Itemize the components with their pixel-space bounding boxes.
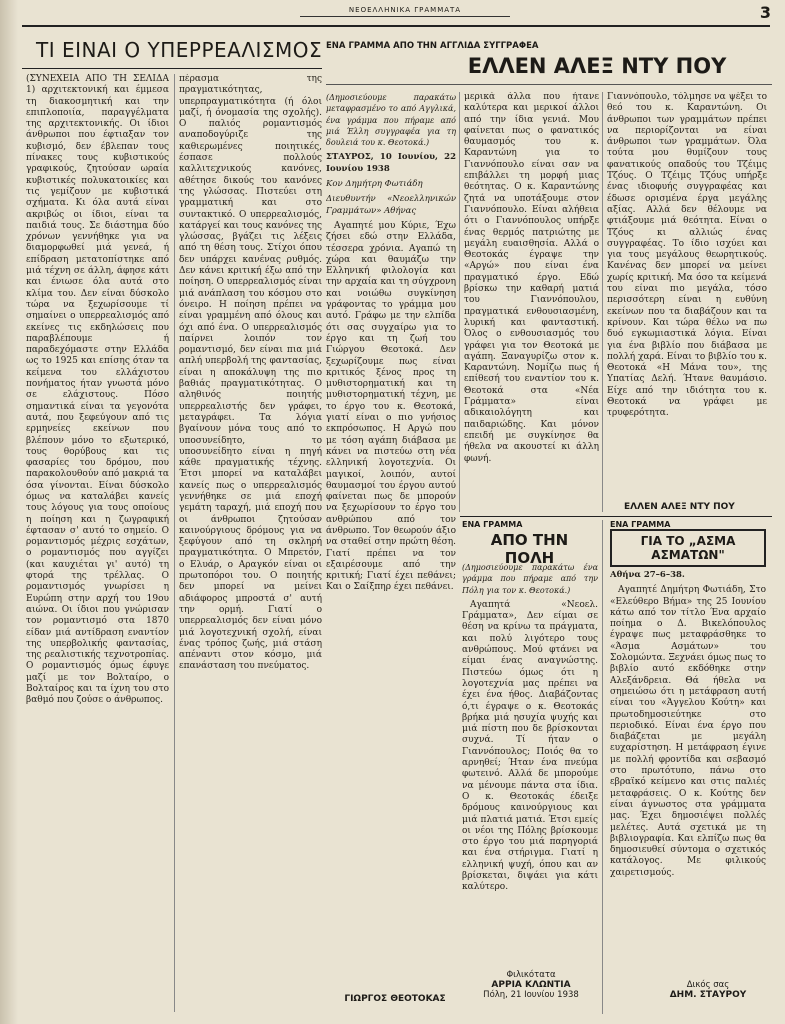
- title-underline: [22, 68, 322, 69]
- poli-signature-name: ΑΡΡΙΑ ΚΛΩΝΤΙΑ: [491, 980, 571, 990]
- ellen-address: Διευθυντήν «Νεοελληνικών Γραμμάτων» Αθήνας: [326, 194, 456, 216]
- asma-signature-name: ΔΗΜ. ΣΤΑΥΡΟΥ: [669, 990, 747, 1000]
- poli-signature-label: Φιλικότατα: [506, 970, 556, 980]
- asma-dateline: Αθήνα 27–6–38.: [610, 570, 685, 580]
- top-rule: [22, 25, 770, 27]
- ellen-title-rule: [326, 84, 772, 85]
- ellen-salutation: Κον Δημήτρη Φωτιάδη: [326, 179, 423, 190]
- poli-title: ΑΠΟ ΤΗΝ ΠΟΛΗ: [490, 531, 569, 567]
- page-edge-shadow: [0, 0, 18, 1024]
- surrealism-column-1: (ΣΥΝΕΧΕΙΑ ΑΠΟ ΤΗ ΣΕΛΙΔΑ 1) αρχιτεκτονική και έμμεσα τη διακοσμητική και την επιπλοποιία, παραγγέλματα της αρχιτεκτονικής. Οι ίδιοι άνθρωποι που έφτιαξαν τον κυβισμό, δεν έβλεπαν τους πίνακες τους κυβιστικούς γραφικούς, ζητούσαν ωραία κυβιστικές πολυκατοικίες και τις γεμίζουν με κυβιστικά σχήματα. Κι όλα αυτά είναι ακριβώς οι ίδιοι, είναι τα παιδιά τους. Σε διάστημα δύο χρόνων γεννήθηκε για να διαμορφωθεί μιά γενεά, ή επίδραση μετατοπίστηκε από μιά τέχνη σε άλλη, άφησε κάτι και ένιωσε όλα αυτά στο κλίμα του. Δεν είναι δύσκολο τώρα να ξεχωρίσουμε τί σημαίνει ο υπερρεαλισμός από εκείνες τις εκδηλώσεις που παραβλέπουμε ή παραδεχόμαστε στην Ελλάδα ως το 1925 και επίσης όταν τα κείμενα του ελλάχιστου πονήματος ήταν γνωστά μόνο σε ελάχιστους. Πόσο σημαντικά είναι τα γεγονότα αυτά, που ξεφεύγουν από τις ερμηνείες εκείνων που βλέπουν μόνο το εξωτερικό, τους θορύβους και τις φασαρίες του δρόμου, που παρακολουθούν από μακριά τα όσα γίνονται. Είναι δύσκολο όμως να καταλάβει κανείς τους λόγους για τους οποίους η ποίηση και η ζωγραφική έφτασαν σ' αυτό το σημείο. Ο ρομαντισμός μέχρις εσχάτων, ο ρομαντισμός που αγγίζει (και καυχιέται γι' αυτό) τη φτορά της τρέλλας. Ο ρομαντισμός γνωρίσει η Ευρώπη στην αρχή του 19ου αιώνα. Οι ίδιοι που γνώρισαν τον ρομαντισμό στα 1870 είδαν μιά αντίδραση εναντίον της υπερβολικής φαντασίας, της ρεαλιστικής τεχνοτροπίας. Ο ρομαντισμός όμως έφυγε μαζί με τον Βολταίρο, ο Βολταίρος και τα ίχνη του στο βαθμό που ζούσε ο άνθρωπος.: [26, 74, 169, 706]
- ellen-column-3: Γιαννόπουλο, τόλμησε να ψέξει το θεό του κ. Καραντώνη. Οι άνθρωποι των γραμμάτων πρέπει να περιορίζονται να είναι άνθρωποι των γραμμάτων. Όλα τούτα μου θυμίζουν τους φανατικούς οπαδούς του Τζέιμς Τζόυς. Ο Τζέιμς Τζόυς υπήρξε ένας ιδιοφυής συγγραφέας και έδωσε ορισμένα έργα μεγάλης αξίας. Αλλά δεν θέλουμε να φτιάξουμε μιά θεότητα. Είναι ο Τζόυς κι αλλιώς ένας συγγραφέας. Το ίδιο ισχύει και για τους μεγάλους θεωρητικούς. Κανένας δεν μπορεί να μείνει χωρίς κριτική. Μα όσο τα κείμενά του είναι πιο μεγάλα, τόσο περισσότερη είναι η ευθύνη εκείνων που τα διαβάζουν και τα κρίνουν. Και τώρα θέλω να πω δυό εγκωμιαστικά λόγια. Είναι για ένα βιβλίο που διάβασα με πολλή χαρά. Είναι το βιβλίο του κ. Θεοτοκά «Η Μάνα του», της Υπατίας Δελή. Ήτανε θαυμάσιο. Είχε από την ιδιότητα του κ. Θεοτοκά να γράφει με τρυφερότητα.: [607, 92, 767, 419]
- ellen-signature: ΕΛΛΕΝ ΑΛΕΞ ΝΤΥ ΠΟΥ: [624, 502, 735, 512]
- ellen-column-2: μερικά άλλα που ήτανε καλύτερα και μερικοί άλλοι από την ίδια γενιά. Μου φαίνεται πως ο φανατικός θαυμασμός του κ. Καραντώνη για το Γιαννόπουλο είναι σαν να επιβάλλει τη μορφή μιας θεότητας. Ο κ. Καραντώνης ζητά να υποτάξουμε στον Γιαννόπουλο. Είναι αλήθεια ότι ο Γιαννόπουλος υπήρξε ένας θερμός πατριώτης με μεγάλη ευαισθησία. Αλλά ο Θεοτοκάς έγραψε την «Αργώ» που είναι ένα πραγματικό έργο. Εδώ βρίσκω την καθαρή ματιά του Γιαννόπουλου, πραγματικά ενθουσιασμένη, λυρική και φανταστική. Όλος ο ενθουσιασμός του γράφει για τον Θεοτοκά με αγάπη. Ξαναγυρίζω στον κ. Καραντώνη. Νομίζω πως ή επίθεσή του εναντίον του κ. Θεοτοκά στα «Νέα Γράμματα» είναι αδικαιολόγητη και παιδαριώδης. Και μόνον επειδή με συγκίνησε θα ήθελα να ακουστεί κι άλλη φωνή.: [464, 92, 599, 464]
- asma-column: [610, 566, 766, 974]
- asma-signature-label: Δικός σας: [686, 980, 730, 990]
- column-divider: [174, 74, 175, 1012]
- article-title-surrealism: ΤΙ ΕΙΝΑΙ Ο ΥΠΕΡΡΕΑΛΙΣΜΟΣ: [36, 38, 323, 62]
- poli-kicker: ΕΝΑ ΓΡΑΜΜΑ: [462, 520, 523, 529]
- poli-column: [462, 562, 598, 966]
- surrealism-column-2: πέρασμα της πραγματικότητας, υπερπραγματικότητα (ή όλοι μαζί, ή όνομασία της σχολής). Ο παλιός ρομαντισμός αναποδογύριζε της καθιερωμένες ποιητικές, έσπασε πολλούς καλλιτεχνικούς κανόνες, αθέτησε δικούς του κανόνες της γλώσσας. Πιστεύει στη γραμματική και στο συντακτικό. Ο υπερρεαλισμός, κατάργεί και τους κανόνες της γλώσσας, βγάζει τις λέξεις από τη θέση τους. Στίχοι όπου δεν υπάρχει κανένας ρυθμός. Δεν κάνει κριτική έξω από την ποίηση. Ο υπερρεαλισμός είναι μιά ανάπλαση του κόσμου στο όνειρο. Η ποίηση πρέπει να είναι γραμμένη από όλους και όχι από ένα. Ο υπερρεαλισμός παίρνει λοιπόν τον ρομαντισμό, δεν είναι πια μιά απλή υπερβολή της φαντασίας, είναι η αποκάλυψη της πιο βαθιάς πραγματικότητας. Ο αληθινός ποιητής υπερρεαλιστής δεν γράφει, μεταγράφει. Τα λόγια βγαίνουν μόνα τους από το υποσυνείδητο, το υποσυνείδητο είναι η πηγή κάθε πραγματικής τέχνης. Έτσι μπορεί να καταλάβει κανείς πως ο υπερρεαλισμός γεννήθηκε σε μιά εποχή γεμάτη ταραχή, μιά εποχή που οι άνθρωποι ζητούσαν καινούργιους δρόμους για να ξεφύγουν από τη σκληρή πραγματικότητα. Ο Μπρετόν, ο Ελυάρ, ο Αραγκόν είναι οι πρωτοπόροι του. Ο ποιητής δεν μπορεί να μείνει αδιάφορος μπροστά σ' αυτή την ορμή. Γιατί ο υπερρεαλισμός δεν είναι μόνο μιά λογοτεχνική σχολή, είναι ένας τρόπος ζωής, μιά στάση απέναντι στον κόσμο, μιά επανάσταση του πνεύματος.: [179, 74, 322, 672]
- asma-title: ΓΙΑ ΤΟ „ΑΣΜΑ ΑΣΜΑΤΩΝ": [610, 529, 766, 567]
- asma-kicker: ΕΝΑ ΓΡΑΜΜΑ: [610, 520, 671, 529]
- column-divider: [602, 520, 603, 1014]
- page-number: 3: [759, 3, 771, 22]
- asma-heading: [610, 520, 766, 567]
- column-divider: [602, 92, 603, 512]
- poli-signature-place: Πόλη, 21 Ιουνίου 1938: [483, 990, 579, 1000]
- poli-signature-block: [470, 970, 592, 1000]
- ellen-title: ΕΛΛΕΝ ΑΛΕΞ ΝΤΥ ΠΟΥ: [467, 54, 727, 78]
- mid-rule: [460, 516, 772, 517]
- column-divider: [459, 92, 460, 512]
- poli-body: Αγαπητά «Νεοελ. Γράμματα», Δεν είμαι σε θέση να κρίνω τα πράγματα, και πολύ λιγότερο τους ανθρώπους. Μού φτάνει να είμαι ένας αναγνώστης. Πιστεύω όμως ότι η λογοτεχνία μας πρέπει να έχει ένα ήθος. Διαβάζοντας ό,τι έγραψε ο κ. Θεοτοκάς βρήκα μιά ησυχία ψυχής και μιά πίστη που δε βρίσκονται συχνά. Τί ήταν ο Γιαννόπουλος; Ποιός θα το αρνηθεί; Ήταν ένα πνεύμα φωτεινό. Αλλά δε μπορούμε να μένουμε πάντα στα ίδια. Ο κ. Θεοτοκάς έδειξε δρόμους καινούργιους και μιά πλατιά ματιά. Έτσι εμείς οι νέοι της Πόλης βρίσκουμε στο έργο του μιά παρηγοριά και ένα στήριγμα. Γιατί η ελληνική ψυχή, όπου και αν βρίσκεται, διψάει για κάτι καλύτερο.: [462, 599, 598, 893]
- masthead: ΝΕΟΕΛΛΗΝΙΚΑ ΓΡΑΜΜΑΤΑ: [300, 6, 510, 17]
- ellen-dateline: ΣΤΑΥΡΟΣ, 10 Ιουνίου, 22 Ιουνίου 1938: [326, 152, 456, 174]
- ellen-kicker: ΕΝΑ ΓΡΑΜΜΑ ΑΠΟ ΤΗΝ ΑΓΓΛΙΔΑ ΣΥΓΓΡΑΦΕΑ: [326, 41, 539, 51]
- asma-body: Αγαπητέ Δημήτρη Φωτιάδη, Στο «Ελεύθερο Βήμα» της 25 Ιουνίου κάτω από τον τίτλο Ένα αρχαίο ποίημα ο Δ. Βικελόπουλος έγραψε πως μεταφράσθηκε το «Άσμα Ασμάτων» του Σολομώντα. Ξεχνάει όμως πως το βιβλίο αυτό εκδόθηκε στην Αλεξάνδρεια. Θά ήθελα να σημειώσω ότι η μετάφραση αυτή είναι του «Άγγελου Κούτη» και πρωτοδημοσιεύτηκε στο περιοδικό. Είναι ένα έργο που διαβάζεται με μεγάλη ευχαρίστηση. Η μετάφραση έγινε με πολλή φροντίδα και σεβασμό στο πρωτότυπο, πάνω στο εβραϊκό κείμενο και στις παλιές μεταφράσεις. Ο κ. Κούτης δεν είναι άγνωστος στα γράμματα μας. Έχει δημοσιέψει πολλές μελέτες. Αυτά σχετικά με τη βιβλιογραφία. Και ελπίζω πως θα δημοσιευθεί σύντομα ο σχετικός κατάλογος. Με φιλικούς χαιρετισμούς.: [610, 585, 766, 878]
- poli-intro-note: (Δημοσιεύουμε παρακάτω ένα γράμμα που πήραμε από την Πόλη για τον κ. Θεοτοκά.): [462, 563, 598, 595]
- ellen-intro-note: (Δημοσιεύουμε παρακάτω μεταφρασμένο το από Αγγλικά, ένα γράμμα που πήραμε από μιά Έλλη συγγραφέα για τη δουλειά του κ. Θεοτοκά.): [326, 93, 456, 148]
- asma-signature-block: [650, 980, 766, 1000]
- ellen-column-1: [326, 92, 456, 982]
- author-signature: ΓΙΩΡΓΟΣ ΘΕΟΤΟΚΑΣ: [344, 994, 446, 1004]
- ellen-body-1: Αγαπητέ μου Κύριε, Έχω ζήσει εδώ στην Ελλάδα, τέσσερα χρόνια. Αγαπώ τη χώρα και θαυμάζω την Ελληνική φιλολογία και την αρχαία και τη σύγχρονη και νοιώθω συγκίνηση γράφοντας το γράμμα μου αυτό. Γράφω με την ελπίδα ότι σας συγχαίρω για το έργο και τη ζωή του Γιώργου Θεοτοκά. Δεν ξεχωρίζουμε πως είναι κριτικός ξένος προς τη μυθιστορηματική και τη μυθιστορηματική τέχνη, με το έργο του κ. Θεοτοκά, γιατί είναι ο πιο γνήσιος εκπρόσωπος. Η Αργώ που με τόση αγάπη διάβασα με κάνει να πιστεύω στη νέα ελληνική λογοτεχνία. Οι μαγικοί, λοιπόν, αυτοί θαυμασμοί του έργου αυτού φαίνεται πως δε μπορούν να ξεχωρίσουν το έργο του ανθρώπου από τον άνθρωπο. Τον θεωρούν άξιο να σταθεί στην πρώτη θέση. Γιατί πρέπει να τον εξαιρέσουμε από την κριτική; Γιατί έχει πεθάνει; Και ο Σαίξπηρ έχει πεθάνει.: [326, 220, 456, 593]
